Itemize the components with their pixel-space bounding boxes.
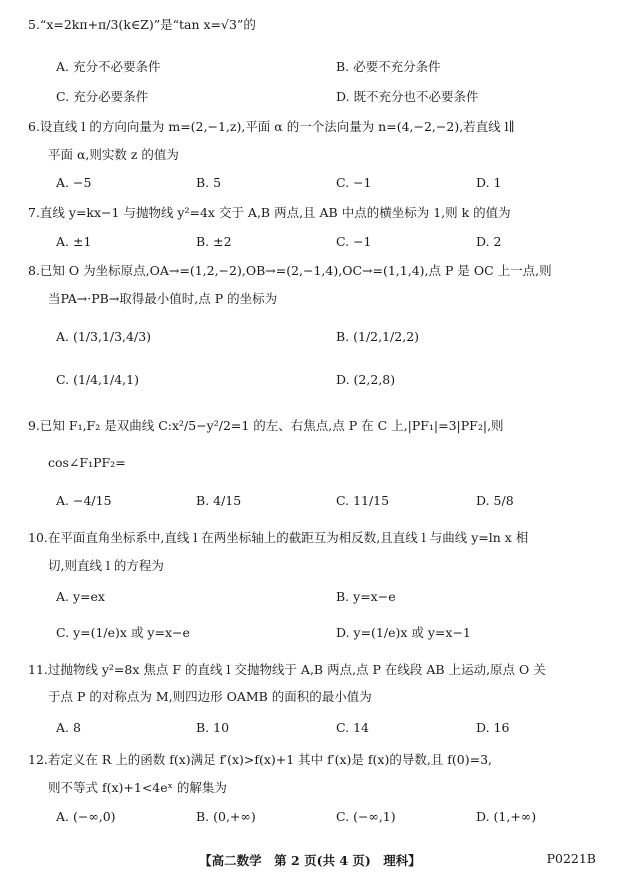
- question-12-option-a: A. (−∞,0): [56, 809, 116, 824]
- question-12-option-c: C. (−∞,1): [336, 809, 396, 824]
- question-6-stem-line-2: 平面 α,则实数 z 的值为: [48, 147, 179, 162]
- question-11-option-c: C. 14: [336, 720, 369, 735]
- question-8-option-b: B. (1/2,1/2,2): [336, 329, 420, 344]
- question-10-stem-line-2: 切,则直线 l 的方程为: [48, 558, 164, 573]
- question-10-option-c: C. y=(1/e)x 或 y=x−e: [56, 625, 190, 640]
- question-7-option-b: B. ±2: [196, 234, 232, 249]
- question-7-stem: 7.直线 y=kx−1 与抛物线 y²=4x 交于 A,B 两点,且 AB 中点的横坐标为 1,则 k 的值为: [28, 205, 511, 220]
- question-7-option-d: D. 2: [476, 234, 502, 249]
- question-9-option-c: C. 11/15: [336, 493, 390, 508]
- question-9-option-a: A. −4/15: [56, 493, 112, 508]
- question-5-option-b: B. 必要不充分条件: [336, 59, 441, 74]
- question-12-stem-line-1: 12.若定义在 R 上的函数 f(x)满足 f′(x)>f(x)+1 其中 f′(x)是 f(x)的导数,且 f(0)=3,: [28, 752, 493, 767]
- question-11-option-d: D. 16: [476, 720, 510, 735]
- question-8-option-a: A. (1/3,1/3,4/3): [56, 329, 152, 344]
- footer-text: 【高二数学 第 2 页(共 4 页) 理科】: [199, 853, 421, 868]
- question-9-option-d: D. 5/8: [476, 493, 514, 508]
- question-7-option-a: A. ±1: [56, 234, 92, 249]
- question-10-option-a: A. y=ex: [56, 589, 105, 604]
- question-10-option-b: B. y=x−e: [336, 589, 396, 604]
- question-5-option-c: C. 充分必要条件: [56, 89, 149, 104]
- question-6-option-d: D. 1: [476, 175, 502, 190]
- question-12-option-d: D. (1,+∞): [476, 809, 537, 824]
- question-6-option-c: C. −1: [336, 175, 372, 190]
- question-6-option-b: B. 5: [196, 175, 222, 190]
- question-7-option-c: C. −1: [336, 234, 372, 249]
- question-8-option-d: D. (2,2,8): [336, 372, 396, 387]
- question-9-option-b: B. 4/15: [196, 493, 242, 508]
- question-8-stem-line-2: 当PA→·PB→取得最小值时,点 P 的坐标为: [48, 291, 278, 306]
- question-12-option-b: B. (0,+∞): [196, 809, 256, 824]
- question-8-option-c: C. (1/4,1/4,1): [56, 372, 139, 387]
- question-11-option-a: A. 8: [56, 720, 81, 735]
- question-5-option-a: A. 充分不必要条件: [56, 59, 161, 74]
- question-6-option-a: A. −5: [56, 175, 92, 190]
- question-10-option-d: D. y=(1/e)x 或 y=x−1: [336, 625, 471, 640]
- question-11-stem-line-1: 11.过抛物线 y²=8x 焦点 F 的直线 l 交抛物线于 A,B 两点,点 P 在线段 AB 上运动,原点 O 关: [28, 662, 546, 677]
- question-6-stem-line-1: 6.设直线 l 的方向向量为 m=(2,−1,z),平面 α 的一个法向量为 n=(4,−2,−2),若直线 l∥: [28, 119, 515, 134]
- question-9-stem-line-1: 9.已知 F₁,F₂ 是双曲线 C:x²/5−y²/2=1 的左、右焦点,点 P 在 C 上,|PF₁|=3|PF₂|,则: [28, 418, 504, 433]
- question-8-stem-line-1: 8.已知 O 为坐标原点,OA→=(1,2,−2),OB→=(2,−1,4),OC→=(1,1,4),点 P 是 OC 上一点,则: [28, 263, 552, 278]
- question-5-option-d: D. 既不充分也不必要条件: [336, 89, 479, 104]
- question-12-stem-line-2: 则不等式 f(x)+1<4eˣ 的解集为: [48, 780, 227, 795]
- question-11-option-b: B. 10: [196, 720, 230, 735]
- paper-code: P0221B: [546, 851, 596, 866]
- question-9-stem-line-2: cos∠F₁PF₂=: [48, 455, 126, 470]
- question-5-stem: 5.“x=2kπ+π/3(k∈Z)”是“tan x=√3”的: [28, 17, 256, 32]
- question-11-stem-line-2: 于点 P 的对称点为 M,则四边形 OAMB 的面积的最小值为: [48, 689, 372, 704]
- question-10-stem-line-1: 10.在平面直角坐标系中,直线 l 在两坐标轴上的截距互为相反数,且直线 l 与曲线 y=ln x 相: [28, 530, 529, 545]
